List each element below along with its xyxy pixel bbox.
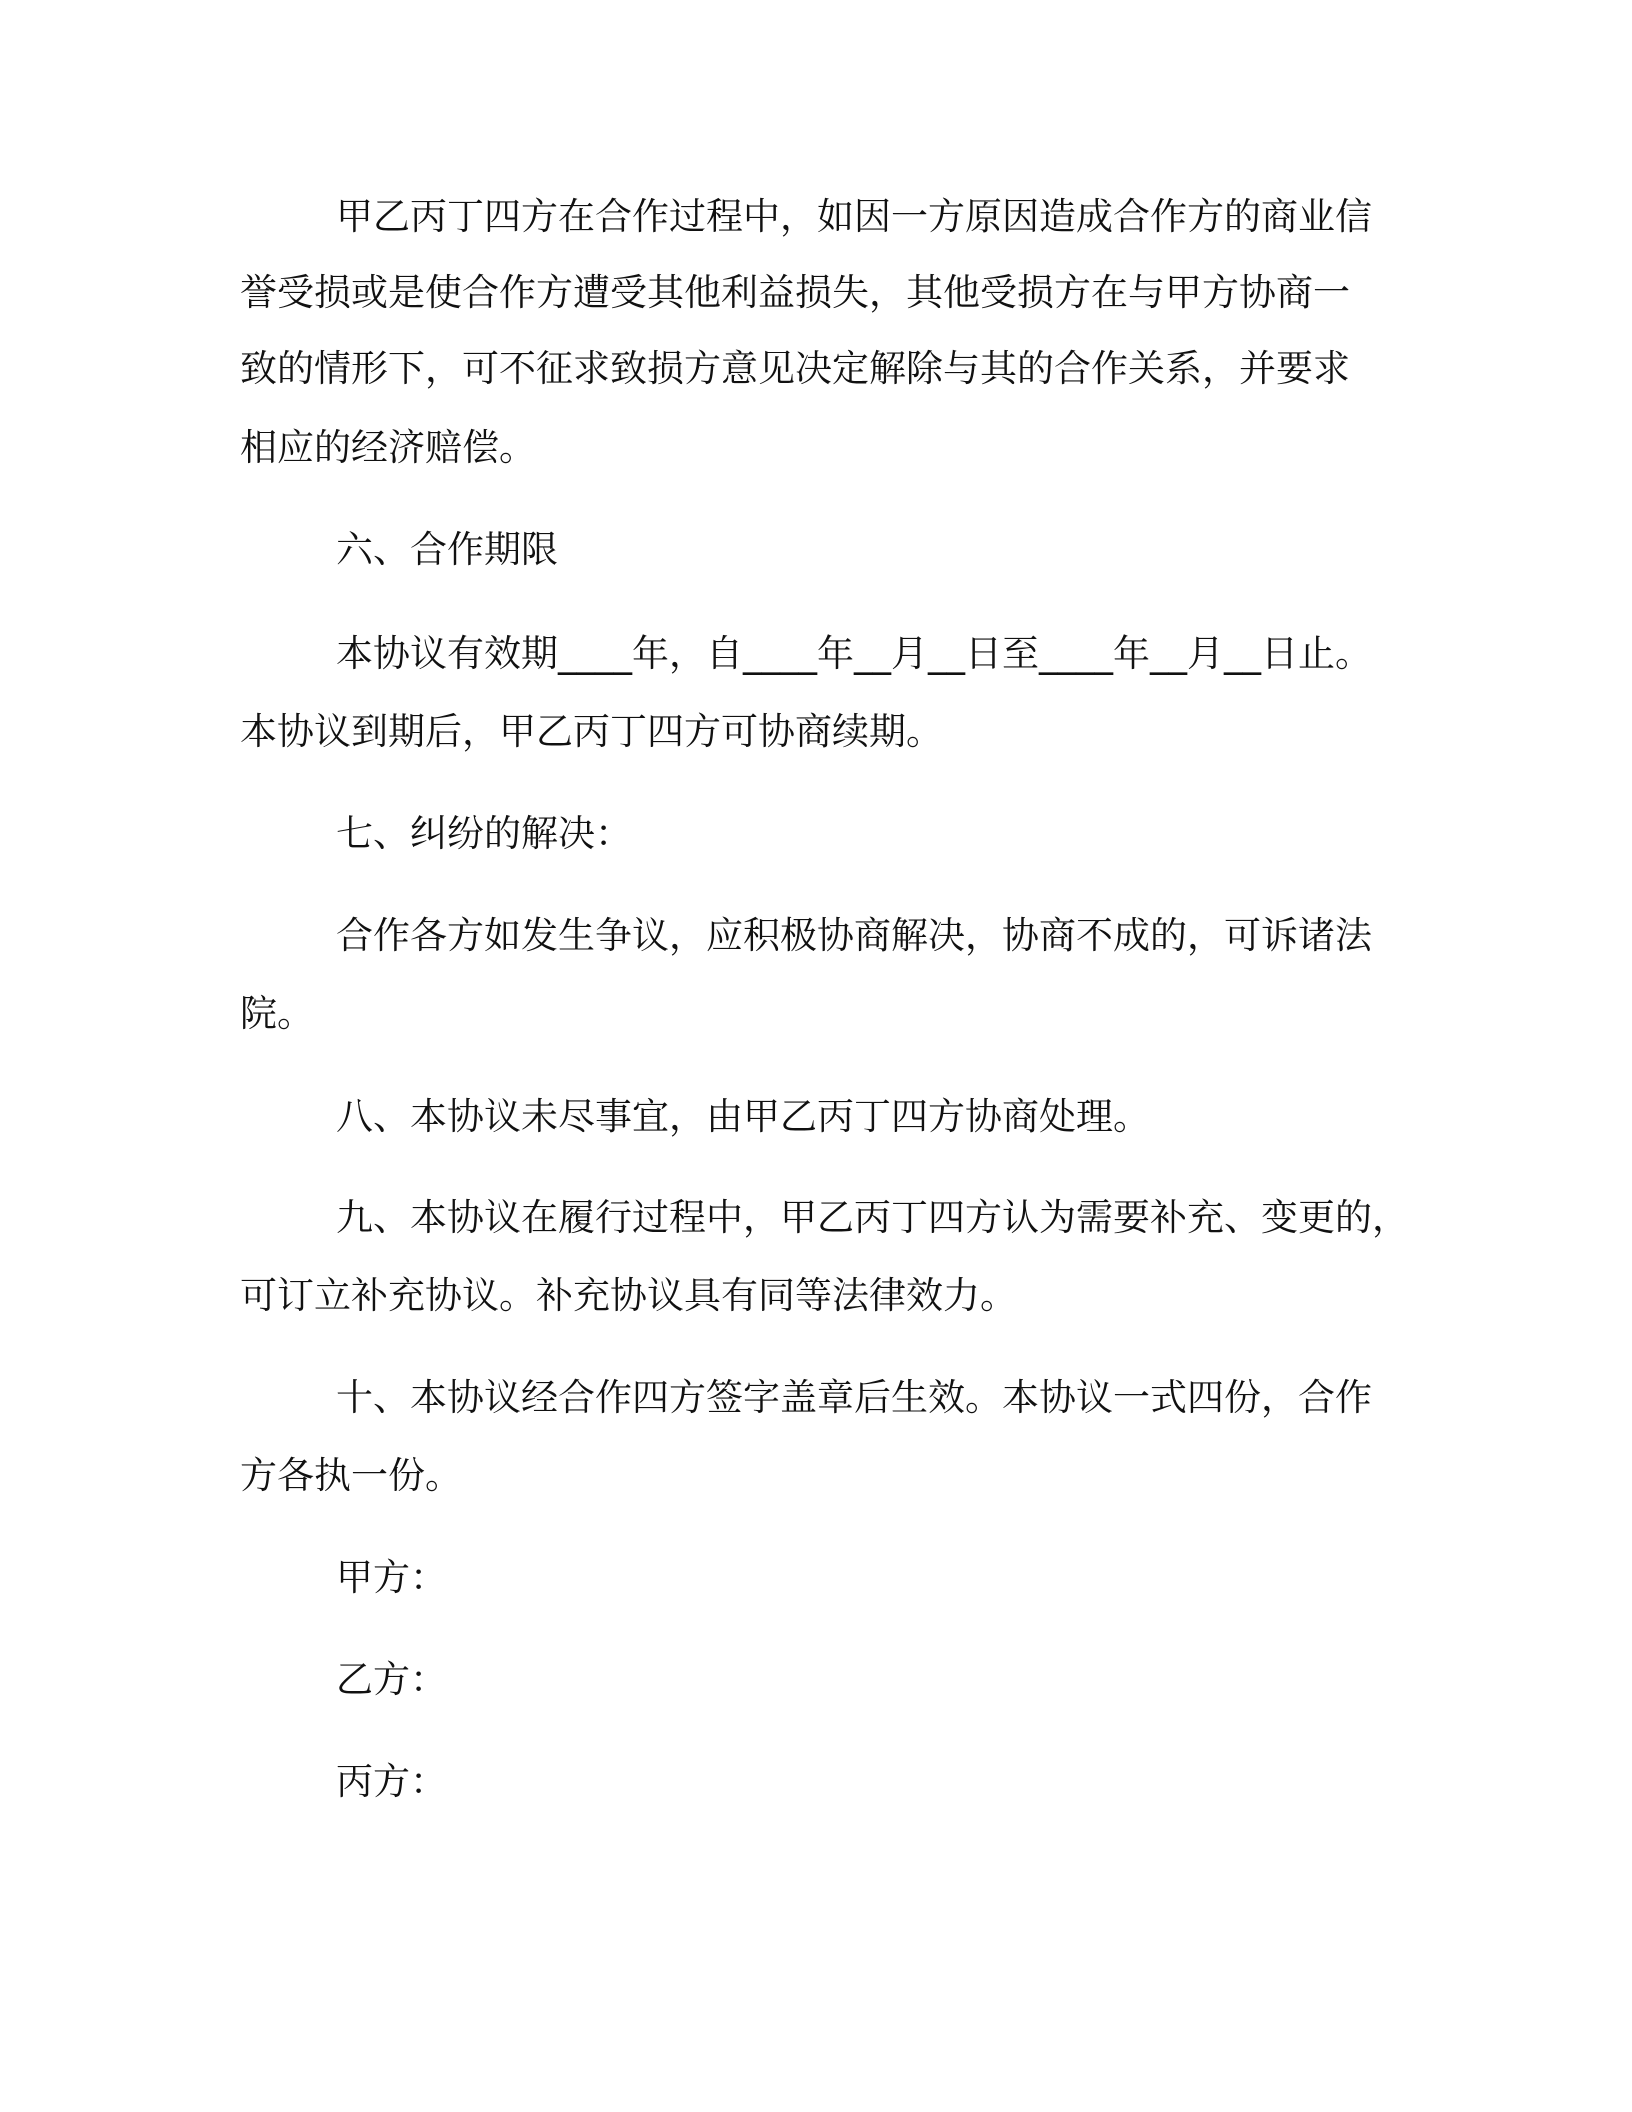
paragraph-line: 甲乙丙丁四方在合作过程中，如因一方原因造成合作方的商业信 <box>336 195 1372 238</box>
paragraph-line: 可订立补充协议。补充协议具有同等法律效力。 <box>240 1274 1017 1317</box>
signature-label-party-c: 丙方： <box>336 1760 447 1803</box>
paragraph-line: 本协议有效期____年，自____年__月__日至____年__月__日止。 <box>336 632 1372 675</box>
section-heading: 六、合作期限 <box>336 528 558 571</box>
paragraph-line: 九、本协议在履行过程中，甲乙丙丁四方认为需要补充、变更的， <box>336 1196 1409 1239</box>
paragraph-line: 誉受损或是使合作方遭受其他利益损失，其他受损方在与甲方协商一 <box>240 271 1350 314</box>
signature-label-party-a: 甲方： <box>336 1556 447 1599</box>
section-heading: 八、本协议未尽事宜，由甲乙丙丁四方协商处理。 <box>336 1095 1150 1138</box>
paragraph-line: 十、本协议经合作四方签字盖章后生效。本协议一式四份，合作 <box>336 1376 1372 1419</box>
paragraph-line: 相应的经济赔偿。 <box>240 426 536 469</box>
paragraph-line: 合作各方如发生争议，应积极协商解决，协商不成的，可诉诸法 <box>336 914 1372 957</box>
paragraph-line: 本协议到期后，甲乙丙丁四方可协商续期。 <box>240 710 943 753</box>
paragraph-line: 院。 <box>240 992 314 1035</box>
paragraph-line: 致的情形下，可不征求致损方意见决定解除与其的合作关系，并要求 <box>240 347 1350 390</box>
paragraph-line: 方各执一份。 <box>240 1454 462 1497</box>
signature-label-party-b: 乙方： <box>336 1658 447 1701</box>
section-heading: 七、纠纷的解决： <box>336 812 632 855</box>
